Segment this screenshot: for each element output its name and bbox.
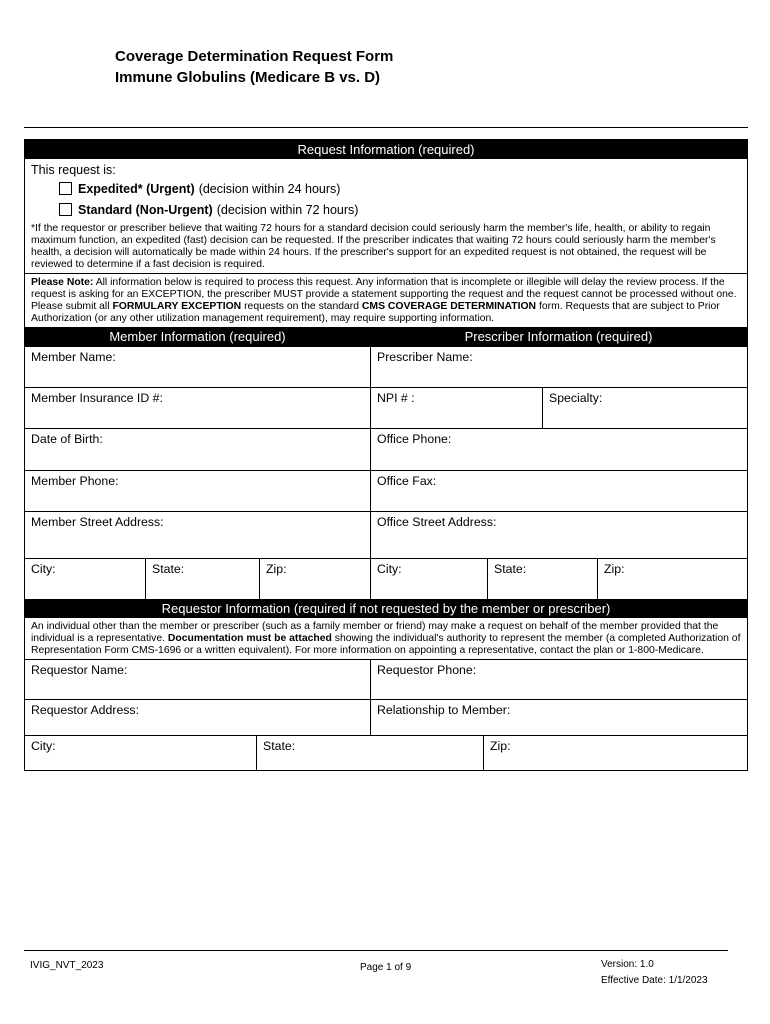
office-phone-field[interactable]: Office Phone:: [370, 429, 747, 470]
please-note-bold-2: CMS COVERAGE DETERMINATION: [361, 301, 537, 312]
request-intro: This request is:: [31, 163, 116, 177]
please-note-text-1: All information below is required to process this request. Any information that is incomplete or illegible will delay the review process. If the request is asking for an EXCEPTION, the prescriber MUST provide a statement supporting the request and the request cannot be processed without one. Please submit all: [31, 277, 737, 312]
requestor-bold: Documentation must be attached: [167, 633, 332, 644]
expedited-footnote: *If the requestor or prescriber believe that waiting 72 hours for a standard decision could seriously harm the member's life, health, or ability to regain maximum function, an expedited (fast) decision can be requested. If the prescriber indicates that waiting 72 hours could seriously harm the member's health, a decision will automatically be made within 24 hours. If the prescriber's support for an expedited request is not obtained, the request will be reviewed to determine if a fast decision is required.: [31, 223, 716, 270]
please-note-text-2: requests on the standard: [241, 301, 362, 312]
please-note-label: Please Note:: [31, 277, 94, 288]
member-street-address-field[interactable]: Member Street Address:: [31, 515, 164, 529]
office-street-address-field[interactable]: Office Street Address:: [370, 512, 747, 558]
footer-rule: [24, 950, 728, 951]
requestor-name-field[interactable]: Requestor Name:: [31, 663, 128, 677]
request-form: [24, 139, 748, 771]
form-id: IVIG_NVT_2023: [30, 960, 104, 971]
member-name-field[interactable]: Member Name:: [31, 350, 116, 364]
form-row: [25, 699, 747, 735]
requestor-phone-field[interactable]: Requestor Phone:: [370, 660, 747, 699]
relationship-to-member-field[interactable]: Relationship to Member:: [370, 700, 747, 735]
member-info-bar: Member Information (required): [109, 329, 286, 344]
expedited-checkbox[interactable]: [59, 182, 72, 195]
member-insurance-id-field[interactable]: Member Insurance ID #:: [31, 391, 163, 405]
please-note-bold-1: FORMULARY EXCEPTION: [112, 301, 242, 312]
please-note-text-3: form. Requests that are subject to Prior Authorization (or any other utilization management requirement), may require supporting information.: [31, 301, 720, 324]
standard-note: (decision within 72 hours): [216, 202, 359, 217]
expedited-label: Expedited* (Urgent): [78, 181, 195, 196]
standard-checkbox[interactable]: [59, 203, 72, 216]
standard-label: Standard (Non-Urgent): [78, 202, 213, 217]
form-row: [25, 387, 747, 428]
prescriber-name-field[interactable]: Prescriber Name:: [370, 347, 747, 387]
requestor-text-2: showing the individual's authority to represent the member (a completed Authorization of Representation Form CMS-1696 or a written equivalent). For more information on appointing a representative, contact the plan or 1-800-Medicare.: [31, 633, 741, 656]
expedited-option[interactable]: [25, 177, 747, 198]
office-zip-field[interactable]: Zip:: [597, 559, 747, 600]
office-fax-field[interactable]: Office Fax:: [370, 471, 747, 511]
specialty-field[interactable]: Specialty:: [542, 388, 747, 428]
member-city-field[interactable]: City:: [31, 562, 56, 576]
effective-date: Effective Date: 1/1/2023: [601, 975, 708, 986]
office-state-field[interactable]: State:: [487, 559, 597, 600]
requestor-info-bar: Requestor Information (required if not requested by the member or prescriber): [25, 599, 747, 618]
page-number: Page 1 of 9: [360, 962, 412, 973]
form-row: [25, 558, 747, 600]
npi-field[interactable]: NPI # :: [370, 388, 542, 428]
requestor-zip-field[interactable]: Zip:: [483, 736, 747, 770]
form-row: [25, 470, 747, 511]
form-title: [115, 46, 393, 88]
requestor-instructions: [25, 618, 747, 659]
please-note: [25, 274, 747, 327]
request-info-bar: Request Information (required): [25, 140, 747, 159]
requestor-address-field[interactable]: Requestor Address:: [31, 703, 139, 717]
form-row: [25, 511, 747, 558]
requestor-text-1: An individual other than the member or prescriber (such as a family member or friend) may make a request on behalf of the member provided that the individual is a representative.: [31, 621, 719, 644]
header-rule: [24, 127, 748, 128]
member-state-field[interactable]: State:: [145, 559, 259, 600]
form-row: [25, 428, 747, 470]
prescriber-info-bar: Prescriber Information (required): [464, 329, 653, 344]
expedited-note: (decision within 24 hours): [198, 181, 341, 196]
form-row: [25, 346, 747, 387]
title-line-1: Coverage Determination Request Form: [115, 48, 394, 65]
member-phone-field[interactable]: Member Phone:: [31, 474, 119, 488]
standard-option[interactable]: [25, 198, 747, 219]
member-zip-field[interactable]: Zip:: [259, 559, 370, 600]
title-line-2: Immune Globulins (Medicare B vs. D): [115, 69, 381, 86]
requestor-city-field[interactable]: City:: [31, 739, 56, 753]
form-row: [25, 659, 747, 699]
requestor-state-field[interactable]: State:: [256, 736, 483, 770]
office-city-field[interactable]: City:: [370, 559, 487, 600]
form-row: [25, 735, 747, 770]
version: Version: 1.0: [601, 959, 654, 970]
member-prescriber-bar: [25, 327, 747, 346]
date-of-birth-field[interactable]: Date of Birth:: [31, 432, 103, 446]
